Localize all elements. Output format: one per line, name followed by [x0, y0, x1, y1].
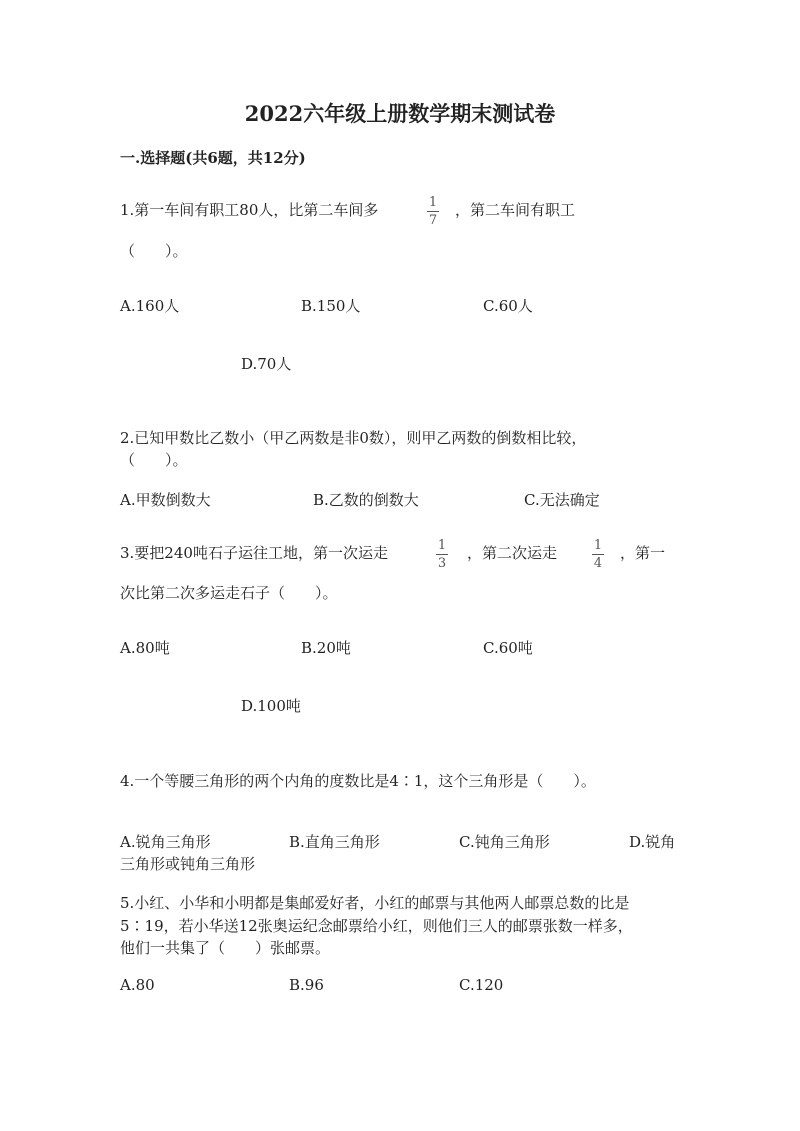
option-b: B.乙数的倒数大 — [313, 491, 419, 509]
option-c: C.60吨 — [483, 639, 533, 657]
question-3-fraction-2 — [590, 538, 606, 571]
section-heading: 一.选择题(共6题，共12分) — [120, 149, 306, 167]
question-1-text-cont: ，第二车间有职工 — [455, 201, 576, 219]
question-5-text-line3: 他们一共集了（ ）张邮票。 — [120, 939, 331, 957]
option-c: C.无法确定 — [524, 491, 600, 509]
fraction-denominator: 7 — [428, 213, 438, 228]
option-d: D.100吨 — [241, 697, 301, 715]
question-1-fraction — [425, 195, 441, 228]
option-c: C.120 — [459, 976, 504, 994]
question-1-text: 1.第一车间有职工80人，比第二车间多 — [120, 201, 379, 219]
option-b: B.直角三角形 — [289, 833, 380, 851]
fraction-numerator: 1 — [437, 538, 447, 553]
option-a: A.80 — [120, 976, 155, 994]
option-a: A.甲数倒数大 — [120, 491, 211, 509]
option-d: D.锐角 — [629, 833, 676, 851]
option-a: A.锐角三角形 — [120, 833, 211, 851]
fraction-numerator: 1 — [593, 538, 603, 553]
question-3-fraction-1 — [434, 538, 450, 571]
question-5-text-line2: 5∶19，若小华送12张奥运纪念邮票给小红，则他们三人的邮票张数一样多， — [120, 917, 633, 935]
option-b: B.150人 — [301, 297, 361, 315]
question-4-text: 4.一个等腰三角形的两个内角的度数比是4∶1，这个三角形是（ ）。 — [120, 772, 596, 790]
question-1-blank: （ ）。 — [120, 242, 188, 260]
question-2-blank: （ ）。 — [120, 451, 188, 469]
fraction-bar — [592, 554, 604, 555]
option-c: C.60人 — [483, 297, 533, 315]
option-a: A.80吨 — [120, 639, 170, 657]
fraction-numerator: 1 — [428, 195, 438, 210]
fraction-denominator: 4 — [593, 556, 603, 571]
option-a: A.160人 — [120, 297, 180, 315]
option-c: C.钝角三角形 — [459, 833, 550, 851]
option-b: B.96 — [289, 976, 324, 994]
fraction-bar — [436, 554, 448, 555]
question-3-text: 3.要把240吨石子运往工地，第一次运走 — [120, 544, 388, 562]
fraction-denominator: 3 — [437, 556, 447, 571]
question-3-text-end: ，第一 — [620, 544, 666, 562]
question-2-text: 2.已知甲数比乙数小（甲乙两数是非0数），则甲乙两数的倒数相比较， — [120, 429, 587, 447]
fraction-bar — [427, 211, 439, 212]
option-d-wrap: 三角形或钝角三角形 — [120, 855, 256, 873]
question-5-text-line1: 5.小红、小华和小明都是集邮爱好者，小红的邮票与其他两人邮票总数的比是 — [120, 894, 630, 912]
page-title: 2022六年级上册数学期末测试卷 — [244, 101, 556, 126]
option-d: D.70人 — [241, 355, 292, 373]
question-3-text-middle: ，第二次运走 — [467, 544, 558, 562]
option-b: B.20吨 — [301, 639, 351, 657]
question-3-text-line2: 次比第二次多运走石子（ ）。 — [120, 584, 338, 602]
